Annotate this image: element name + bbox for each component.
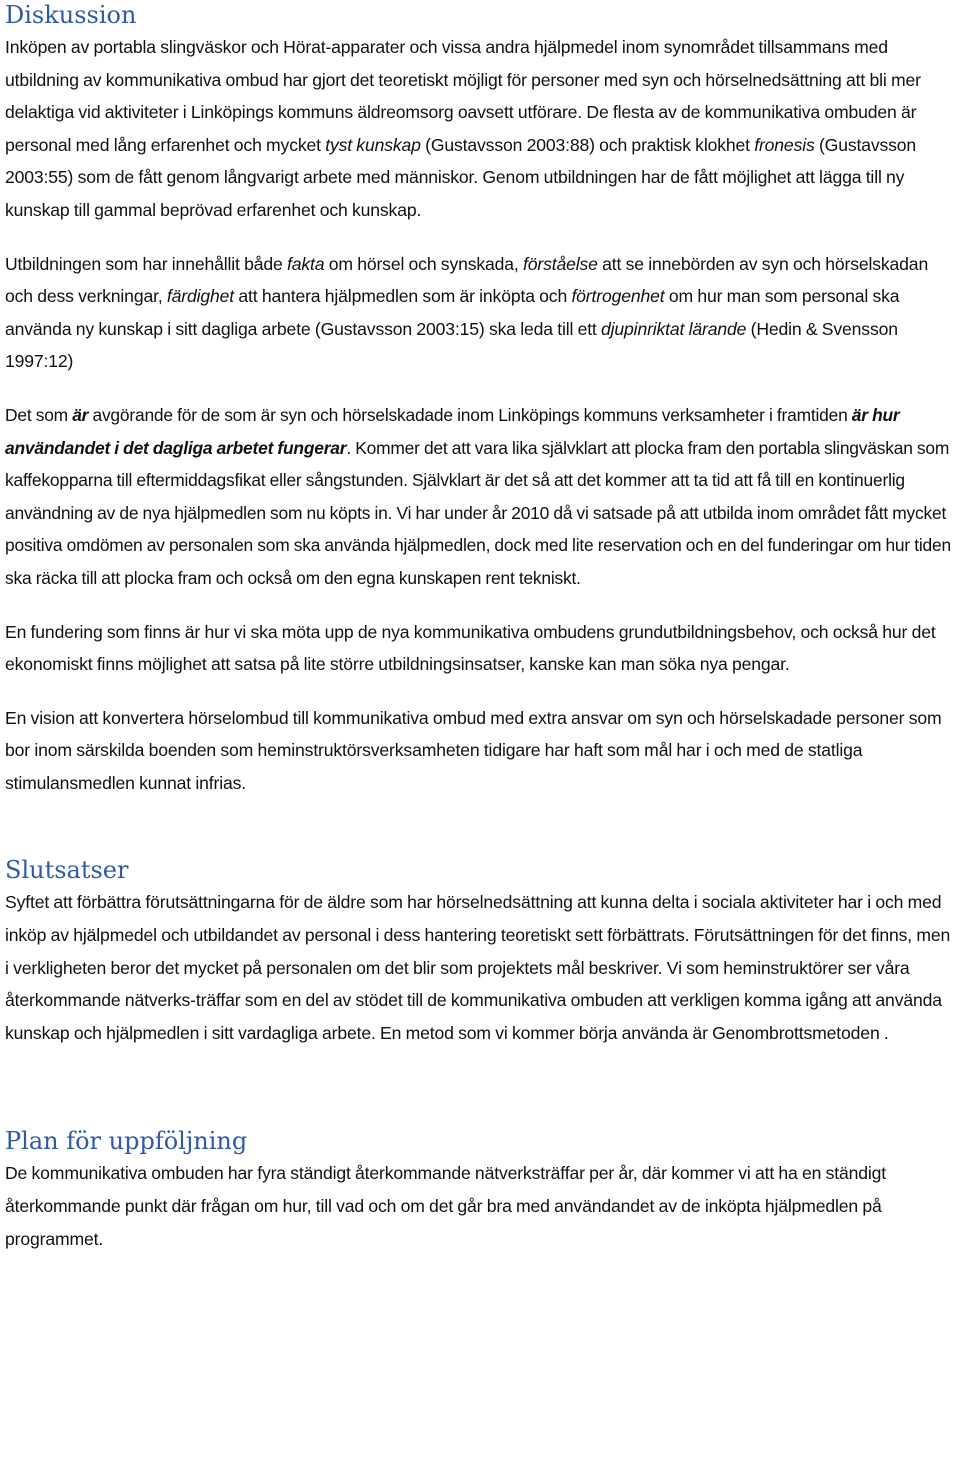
text-segment: (Hedin & Svensson 1997:12)	[5, 318, 898, 372]
text-segment: (Gustavsson 2003:88) och praktisk klokhet	[420, 134, 755, 155]
italic-term: färdighet	[166, 286, 235, 307]
text-segment: Utbildningen som har innehållit både	[5, 253, 287, 274]
paragraph-diskussion-1	[5, 31, 957, 227]
text-segment: att hantera hjälpmedlen som är inköpta och	[234, 286, 572, 307]
text-segment: . Kommer det att vara lika självklart att plocka fram den portabla slingväskan som kaffekopparna till eftermiddagsfikat eller sångstunden. Självklart är det så att det kommer att ta tid att få till en kontinuerlig användning av de nya hjälpmedlen som nu köpts in. Vi har under år 2010 då vi satsade på att utbilda inom området fått mycket positiva omdömen av personalen som ska använda hjälpmedlen, dock med lite reservation och en del funderingar om hur tiden ska räcka till att plocka fram och också om den egna kunskapen rent tekniskt.	[5, 437, 951, 588]
paragraph-plan-1: De kommunikativa ombuden har fyra ständigt återkommande nätverksträffar per år, där kommer vi att ha en ständigt återkommande punkt där frågan om hur, till vad och om det går bra med användandet av de inköpta hjälpmedlen på programmet.	[5, 1163, 887, 1249]
heading-slutsatser: Slutsatser	[5, 856, 129, 885]
italic-term: förtrogenhet	[571, 286, 665, 307]
text-segment: att se innebörden av syn och hörselskadan och dess verkningar,	[5, 253, 929, 307]
italic-term: fakta	[286, 253, 325, 274]
text-segment: De flesta av de kommunikativa ombuden är personal med lång erfarenhet och mycket	[5, 102, 917, 155]
paragraph-slutsatser-1: Syftet att förbättra förutsättningarna för de äldre som har hörselnedsättning att kunna delta i sociala aktiviteter har i och med inköp av hjälpmedel och utbildandet av personal i dess hantering teoretiskt sett förbättrats. Förutsättningen för det finns, men i verkligheten beror det mycket på personalen om det blir som projektets mål beskriver. Vi som heminstruktörer ser våra återkommande nätverks-träffar som en del av stödet till de kommunikativa ombuden att verkligen komma igång att använda kunskap och hjälpmedlen i sitt vardagliga arbete. En metod som vi kommer börja använda är Genombrottsmetoden .	[5, 892, 951, 1043]
heading-plan-for-uppfoljning: Plan för uppföljning	[5, 1127, 248, 1156]
heading-diskussion: Diskussion	[5, 1, 137, 29]
paragraph-diskussion-4: En fundering som finns är hur vi ska möta upp de nya kommunikativa ombudens grundutbildningsbehov, och också hur det ekonomiskt finns möjlighet att satsa på lite större utbildningsinsatser, kanske kan man söka nya pengar.	[5, 621, 936, 675]
text-segment: om hörsel och synskada,	[324, 253, 524, 274]
text-segment: (Gustavsson 2003:55) som de fått genom långvarigt arbete med människor.	[5, 134, 917, 188]
paragraph-diskussion-2	[5, 248, 957, 378]
text-segment: om hur man som personal ska använda ny kunskap i sitt dagliga arbete (Gustavsson 2003:15) ska leda till ett	[5, 286, 900, 339]
bold-italic-emphasis: är	[72, 404, 89, 425]
italic-term: fronesis	[754, 134, 815, 155]
text-segment: avgörande för de som är syn och hörselskadade inom Linköpings kommuns verksamheter i framtiden	[88, 404, 852, 425]
text-segment: Det som	[5, 404, 73, 425]
paragraph-diskussion-3	[5, 399, 957, 595]
paragraph-diskussion-5: En vision att konvertera hörselombud till kommunikativa ombud med extra ansvar om syn och hörselskadade personer som bor inom särskilda boenden som heminstruktörsverksamheten tidigare har haft som mål har i och med de statliga stimulansmedlen kunnat infrias.	[5, 707, 942, 793]
text-segment: Genom utbildningen har de fått möjlighet att lägga till ny kunskap till gammal beprövad erfarenhet och kunskap.	[5, 167, 905, 220]
text-segment: Inköpen av portabla slingväskor och Hörat-apparater och vissa andra hjälpmedel inom synområdet tillsammans med utbildning av kommunikativa ombud har gjort det teoretiskt möjligt för personer med syn och hörselnedsättning att bli mer delaktiga vid aktiviteter i Linköpings kommuns äldreomsorg oavsett utförare.	[5, 37, 921, 123]
bold-italic-emphasis: är hur användandet i det dagliga arbetet fungerar	[5, 404, 900, 458]
italic-term: djupinriktat lärande	[601, 318, 747, 339]
italic-term: tyst kunskap	[325, 134, 421, 155]
italic-term: förståelse	[523, 253, 598, 274]
document-page	[5, 0, 957, 1255]
